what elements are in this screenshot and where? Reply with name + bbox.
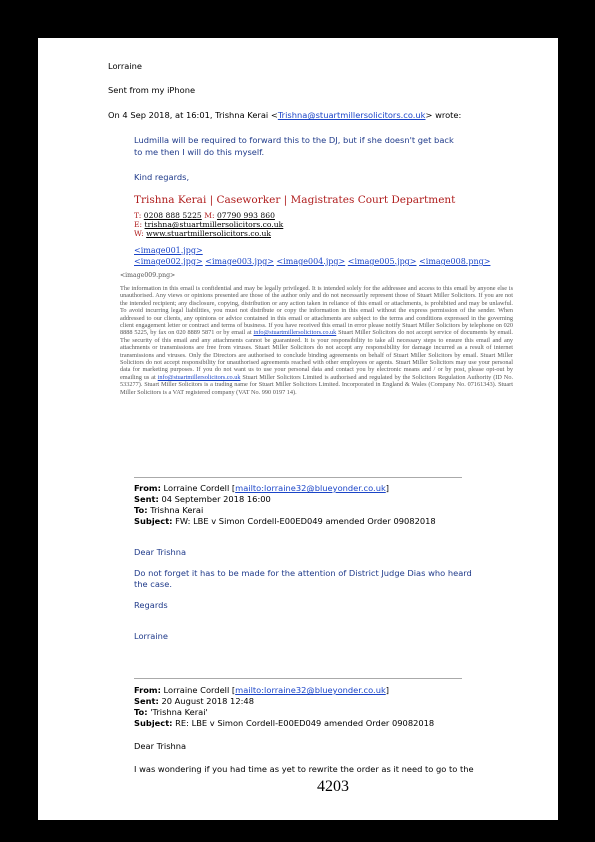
quote-prefix: On 4 Sep 2018, at 16:01, Trishna Kerai < xyxy=(108,110,278,120)
subject-value: FW: LBE v Simon Cordell-E00ED049 amended Order 09082018 xyxy=(175,516,436,526)
from-close: ] xyxy=(385,685,390,695)
email2-body-line-1: I was wondering if you had time as yet to rewrite the order as it need to go to the xyxy=(134,764,474,774)
subject-label: Subject: xyxy=(134,516,173,526)
mob-value[interactable]: 07790 993 860 xyxy=(216,211,275,220)
sent-label: Sent: xyxy=(134,696,159,706)
sent-label: Sent: xyxy=(134,494,159,504)
signature-web-link[interactable]: www.stuartmillersolicitors.co.uk xyxy=(146,229,271,238)
to-label: To: xyxy=(134,707,148,717)
disclaimer-part-1: The information in this email is confidential and may be legally privileged. It is intended solely for the addressee and access to this email by anyone else is unauthorised. Any views or opinions presented are those of the author only and do not necessarily represent those of Stuart Miller Solicitors. If you are not the intended recipient; any disclosure, copying, distribution or any action taken in reliance of this email or attachments, is prohibited and may be unlawful. To avoid incurring legal liabilities, you must not distribute or copy the information in this email without the express permission of the sender. When addressed to our clients, any opinions or advice contained in this email or attachments are subject to the terms and conditions expressed in the governing client engagement letter or contract and terms of business. If you have received this email in error please notify Stuart Miller Solicitors by telephone on 020 8888 5225, by fax on 020 8889 5871 or by email at xyxy=(120,285,513,337)
image-attachments-row xyxy=(134,257,490,266)
signature-name: Trishna Kerai | Caseworker | Magistrates Court Department xyxy=(134,194,456,206)
page-number: 4203 xyxy=(317,778,349,795)
sent-from-line: Sent from my iPhone xyxy=(108,85,196,95)
from-label: From: xyxy=(134,685,161,695)
from-name: Lorraine Cordell [ xyxy=(163,685,236,695)
divider-2 xyxy=(134,678,462,679)
email-label: E: xyxy=(134,220,143,229)
signature-web-line xyxy=(134,229,271,238)
email2-sent-line xyxy=(134,696,254,706)
tel-value[interactable]: 0208 888 5225 xyxy=(143,211,202,220)
image-attachment-4[interactable]: <image004.jpg> xyxy=(276,257,346,266)
legal-disclaimer xyxy=(120,285,513,396)
email2-greeting: Dear Trishna xyxy=(134,741,187,751)
email1-to-line xyxy=(134,505,203,515)
quote-suffix: > wrote: xyxy=(425,110,462,120)
quoted-body-line-1: Ludmilla will be required to forward this to the DJ, but if she doesn't get back xyxy=(134,135,454,145)
sender-signoff: Lorraine xyxy=(108,61,142,71)
email1-regards: Regards xyxy=(134,600,168,610)
email2-to-line xyxy=(134,707,208,717)
image-attachment-1[interactable]: <image001.jpg> xyxy=(134,246,203,255)
email1-body-line-1: Do not forget it has to be made for the attention of District Judge Dias who heard xyxy=(134,568,472,578)
from-mailto-link[interactable]: mailto:lorraine32@blueyonder.co.uk xyxy=(235,483,386,493)
quoted-regards: Kind regards, xyxy=(134,172,190,182)
email1-sign: Lorraine xyxy=(134,631,168,641)
tel-label: T: xyxy=(134,211,142,220)
to-value: Trishna Kerai xyxy=(150,505,204,515)
email1-sent-line xyxy=(134,494,271,504)
image-attachment-3[interactable]: <image003.jpg> xyxy=(205,257,274,266)
sent-value: 04 September 2018 16:00 xyxy=(161,494,271,504)
quote-header xyxy=(108,110,461,120)
signature-email-line xyxy=(134,220,283,229)
to-value: 'Trishna Kerai' xyxy=(150,707,208,717)
document-page xyxy=(38,38,558,820)
image-attachment-2[interactable]: <image002.jpg> xyxy=(134,257,203,266)
email1-body-line-2: the case. xyxy=(134,579,172,589)
image-attachment-5[interactable]: <image005.jpg> xyxy=(347,257,417,266)
signature-email-link[interactable]: trishna@stuartmillersolicitors.co.uk xyxy=(144,220,284,229)
signature-phone-line xyxy=(134,211,275,220)
from-close: ] xyxy=(385,483,390,493)
web-label: W: xyxy=(134,229,144,238)
disclaimer-part-2: Stuart Miller Solicitors do not accept service of documents by email. The security of this email and any attachments cannot be guaranteed. It is your responsibility to take all necessary steps to ensure this email and any attachments or transmissions are free from viruses. Stuart Miller Solicitors do not accept any responsibility for damage incurred as a result of internet transmissions and viruses. Only the Directors are authorised to conclude binding agreements on behalf of Stuart Miller Solicitors by email. Stuart Miller Solicitors do not accept responsibility for unauthorised agreements reached with other employees or agents. Stuart Miller Solicitors may use your personal data for marketing purposes. If you do not want us to use your personal data and contact you by electronic means and / or by post, please opt-out by emailing us at xyxy=(120,329,513,381)
from-mailto-link[interactable]: mailto:lorraine32@blueyonder.co.uk xyxy=(235,685,386,695)
to-label: To: xyxy=(134,505,148,515)
from-name: Lorraine Cordell [ xyxy=(163,483,236,493)
email1-greeting: Dear Trishna xyxy=(134,547,187,557)
email1-from-line xyxy=(134,483,389,493)
email2-from-line xyxy=(134,685,389,695)
subject-label: Subject: xyxy=(134,718,173,728)
image-attachment-8[interactable]: <image008.png> xyxy=(419,257,491,266)
quoted-body-line-2: to me then I will do this myself. xyxy=(134,147,265,157)
image-placeholder-small: <image009.png> xyxy=(120,272,176,279)
from-label: From: xyxy=(134,483,161,493)
disclaimer-email-link-1[interactable]: info@stuartmillersolicitors.co.uk xyxy=(253,329,337,337)
quote-email-link[interactable]: Trishna@stuartmillersolicitors.co.uk xyxy=(277,110,426,120)
subject-value: RE: LBE v Simon Cordell-E00ED049 amended Order 09082018 xyxy=(175,718,435,728)
divider-1 xyxy=(134,477,462,478)
disclaimer-email-link-2[interactable]: info@stuartmillersolicitors.co.uk xyxy=(157,373,241,381)
sent-value: 20 August 2018 12:48 xyxy=(161,696,254,706)
email1-subject-line xyxy=(134,516,436,526)
disclaimer-part-3: Stuart Miller Solicitors Limited is authorised and regulated by the Solicitors Regulation Authority (ID No. 533277). Stuart Miller Solicitors is a trading name for Stuart Miller Solicitors Limited. Incorporated in England & Wales (Company No. 07161343). Stuart Miller Solicitors is a VAT registered company (VAT No. 990 0197 14). xyxy=(120,373,514,396)
email2-subject-line xyxy=(134,718,434,728)
mob-label: M: xyxy=(204,211,215,220)
